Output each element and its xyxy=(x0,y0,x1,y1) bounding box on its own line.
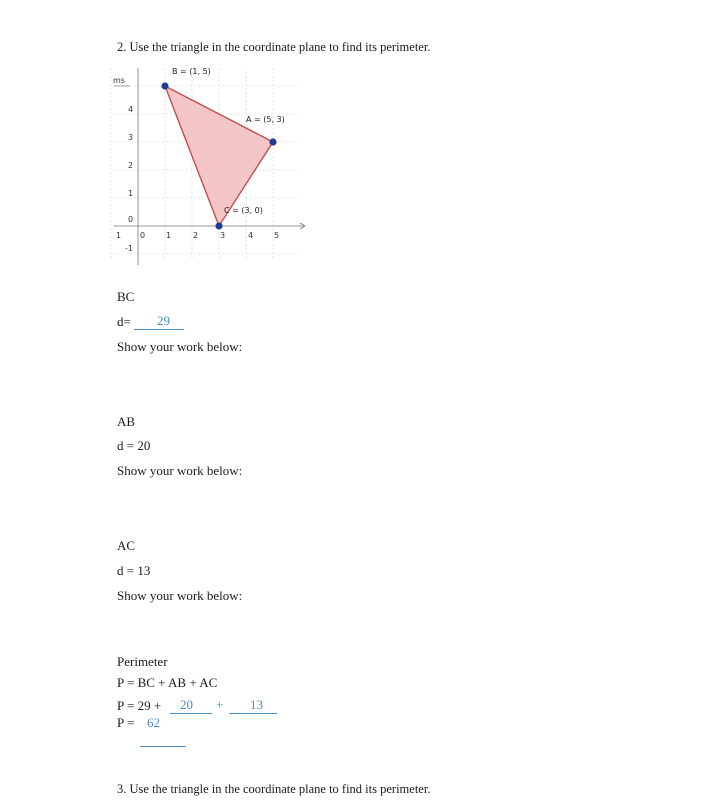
bc-distance-prefix: d= xyxy=(117,314,131,329)
point-b xyxy=(161,82,168,89)
point-a-label: A = (5, 3) xyxy=(246,115,285,124)
ab-heading: AB xyxy=(117,414,136,429)
perimeter-ab-underline xyxy=(170,713,212,714)
point-b-label: B = (1, 5) xyxy=(172,67,211,76)
y-tick-label: 1 xyxy=(128,189,134,198)
x-tick-label: 1 xyxy=(116,231,122,240)
ab-distance: d = 20 xyxy=(117,438,151,453)
bc-work-prompt: Show your work below: xyxy=(117,339,243,354)
ac-heading: AC xyxy=(117,538,136,553)
perimeter-formula: P = BC + AB + AC xyxy=(117,675,218,690)
y-axis-label: ms xyxy=(113,76,125,85)
point-a xyxy=(269,138,276,145)
perimeter-heading: Perimeter xyxy=(117,654,168,669)
bc-distance-answer: 29 xyxy=(157,313,170,328)
perimeter-plus-sign: + xyxy=(216,697,224,712)
y-tick-label: 4 xyxy=(128,105,134,114)
x-tick-label: 5 xyxy=(274,231,280,240)
x-tick-label: 4 xyxy=(248,231,254,240)
y-tick-label: 3 xyxy=(128,133,134,142)
bc-answer-underline xyxy=(134,329,184,330)
question-2-title: 2. Use the triangle in the coordinate plane to find its perimeter. xyxy=(117,40,431,54)
question-3-title: 3. Use the triangle in the coordinate plane to find its perimeter. xyxy=(117,782,431,796)
y-tick-label: 0 xyxy=(128,215,134,224)
coordinate-plane-svg xyxy=(100,60,310,275)
perimeter-ac-underline xyxy=(229,713,277,714)
perimeter-substitution-prefix: P = 29 + xyxy=(117,698,162,713)
x-tick-label: 3 xyxy=(220,231,226,240)
point-c xyxy=(215,222,222,229)
x-tick-label: 1 xyxy=(166,231,172,240)
x-tick-label: 2 xyxy=(193,231,199,240)
ac-work-prompt: Show your work below: xyxy=(117,588,243,603)
y-tick-label: 2 xyxy=(128,161,134,170)
ab-work-prompt: Show your work below: xyxy=(117,463,243,478)
ac-distance: d = 13 xyxy=(117,563,151,578)
perimeter-ab-answer: 20 xyxy=(180,697,193,712)
coordinate-plane xyxy=(100,60,310,275)
x-tick-label: 0 xyxy=(140,231,146,240)
perimeter-total-answer: 62 xyxy=(147,715,160,730)
perimeter-ac-answer: 13 xyxy=(250,697,263,712)
perimeter-total-underline xyxy=(140,746,186,747)
point-c-label: C = (3, 0) xyxy=(224,206,263,215)
perimeter-total-prefix: P = xyxy=(117,715,135,730)
triangle xyxy=(165,86,273,226)
bc-heading: BC xyxy=(117,289,135,304)
y-tick-label: -1 xyxy=(125,244,133,253)
